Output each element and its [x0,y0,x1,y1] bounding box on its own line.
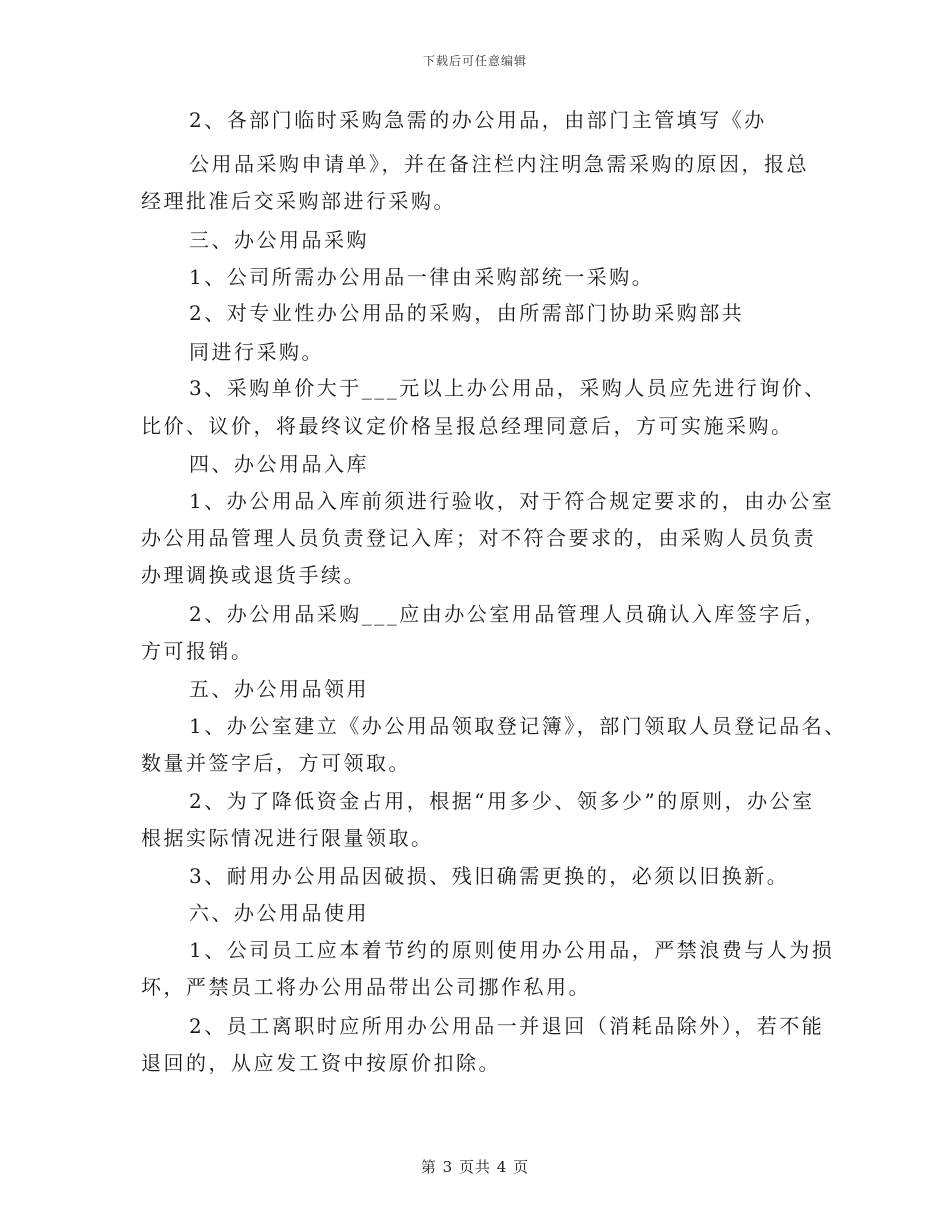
paragraph-line: 退回的，从应发工资中按原价扣除。 [141,1051,501,1075]
paragraph-line: 2、员工离职时应所用办公用品一并退回（消耗品除外），若不能 [189,1014,825,1038]
paragraph-line: 数量并签字后，方可领取。 [141,751,411,775]
section-heading: 三、办公用品采购 [189,228,369,252]
paragraph-line: 比价、议价，将最终议定价格呈报总经理同意后，方可实施采购。 [141,414,794,438]
paragraph-line: 坏，严禁员工将办公用品带出公司挪作私用。 [141,975,591,999]
page-footer: 第 3 页共 4 页 [420,1158,530,1176]
paragraph-line: 3、耐用办公用品因破损、残旧确需更换的，必须以旧换新。 [189,864,790,888]
paragraph-line: 方可报销。 [141,639,254,663]
paragraph-line: 2、各部门临时采购急需的办公用品，由部门主管填写《办 [189,108,767,132]
paragraph-line: 同进行采购。 [189,340,324,364]
paragraph-line: 办公用品管理人员负责登记入库；对不符合要求的，由采购人员负责 [141,526,816,550]
paragraph-line: 2、对专业性办公用品的采购，由所需部门协助采购部共 [189,301,745,325]
paragraph-line: 1、办公用品入库前须进行验收，对于符合规定要求的，由办公室 [189,489,835,513]
paragraph-line: 1、办公室建立《办公用品领取登记簿》，部门领取人员登记品名、 [189,714,847,738]
paragraph-line: 1、公司所需办公用品一律由采购部统一采购。 [189,265,655,289]
paragraph-line: 2、为了降低资金占用，根据“用多少、领多少”的原则，办公室 [189,789,815,813]
paragraph-line: 办理调换或退货手续。 [141,563,366,587]
paragraph-line: 公用品采购申请单》，并在备注栏内注明急需采购的原因，报总 [189,152,809,176]
paragraph-line: 3、采购单价大于___元以上办公用品，采购人员应先进行询价、 [189,376,827,400]
section-heading: 六、办公用品使用 [189,901,369,925]
page-header: 下载后可任意编辑 [422,54,527,68]
paragraph-line: 经理批准后交采购部进行采购。 [141,189,456,213]
paragraph-line: 1、公司员工应本着节约的原则使用办公用品，严禁浪费与人为损 [189,938,835,962]
paragraph-line: 2、办公用品采购___应由办公室用品管理人员确认入库签字后， [189,602,827,626]
section-heading: 五、办公用品领用 [189,677,369,701]
section-heading: 四、办公用品入库 [189,452,369,476]
paragraph-line: 根据实际情况进行限量领取。 [141,826,434,850]
